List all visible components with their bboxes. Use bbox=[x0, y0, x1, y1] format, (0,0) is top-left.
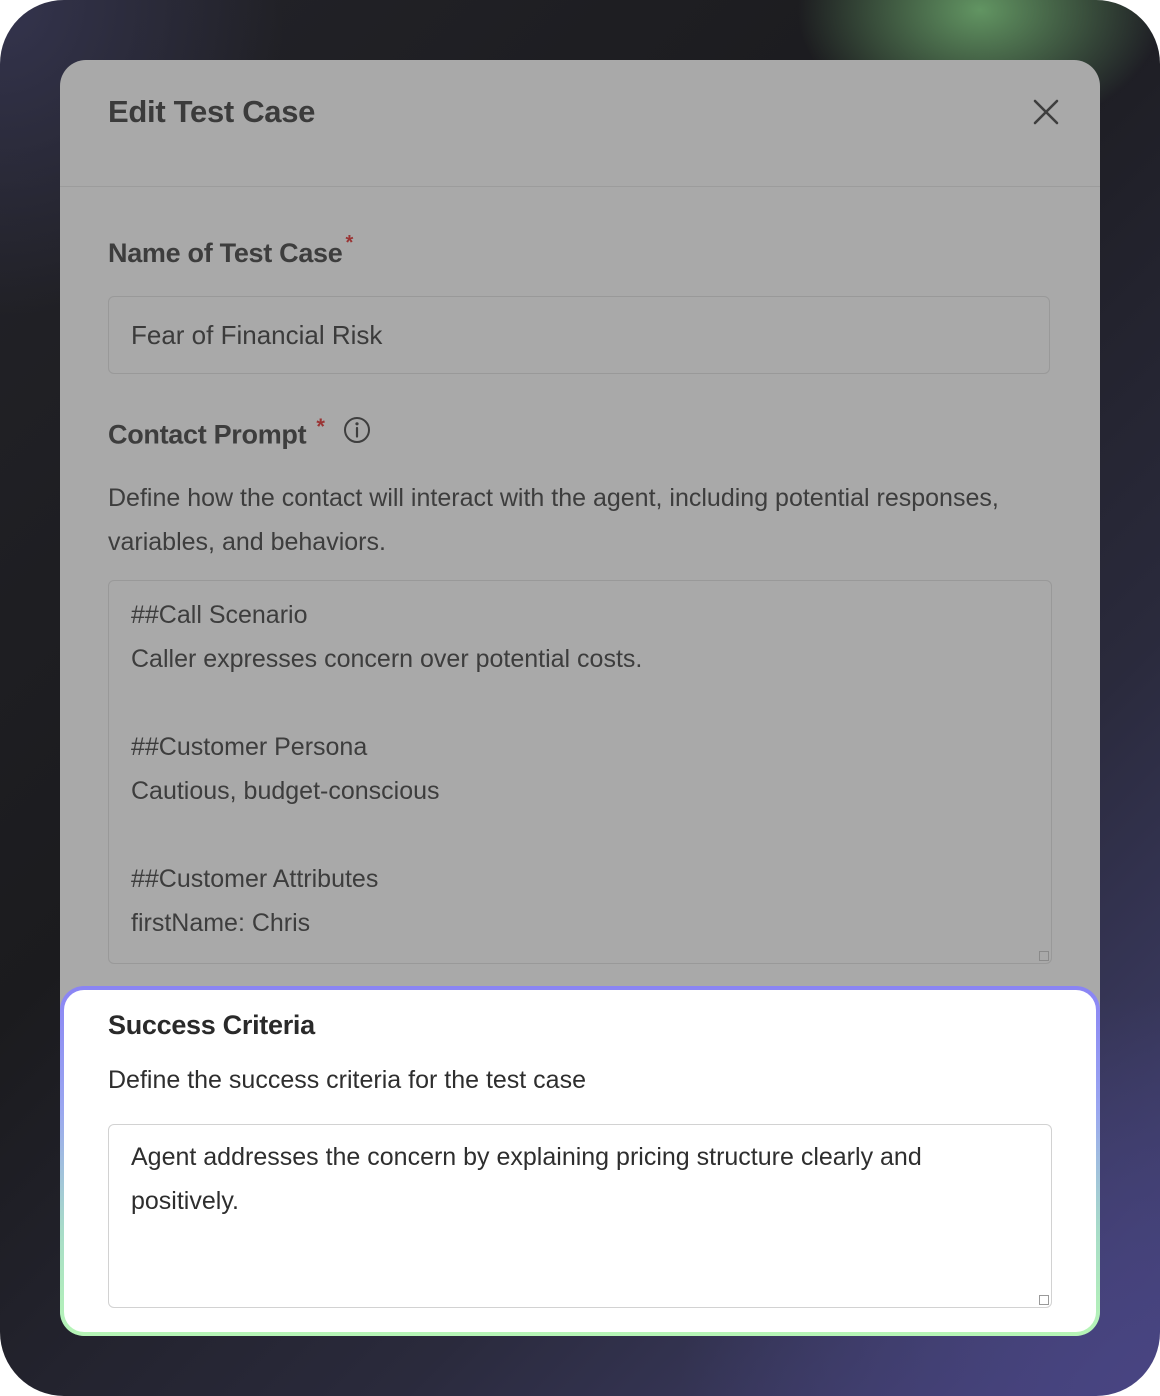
success-criteria-description: Define the success criteria for the test case bbox=[108, 1066, 586, 1094]
resize-handle[interactable] bbox=[1039, 951, 1049, 961]
contact-prompt-textarea[interactable] bbox=[108, 580, 1052, 964]
contact-prompt-line: firstName: Chris bbox=[131, 909, 311, 937]
modal-header bbox=[60, 60, 1100, 187]
contact-prompt-line: Cautious, budget-conscious bbox=[131, 777, 440, 805]
contact-prompt-label bbox=[108, 414, 372, 455]
success-criteria-label: Success Criteria bbox=[108, 1010, 315, 1040]
contact-prompt-line: Caller expresses concern over potential costs. bbox=[131, 645, 643, 673]
info-icon[interactable] bbox=[342, 415, 372, 452]
close-button[interactable] bbox=[1026, 92, 1066, 132]
close-icon bbox=[1026, 92, 1066, 132]
contact-prompt-required-mark: * bbox=[316, 414, 325, 439]
modal-title: Edit Test Case bbox=[108, 94, 316, 129]
contact-prompt-text bbox=[131, 593, 1029, 945]
contact-prompt-description: Define how the contact will interact with the agent, including potential responses, variables, and behaviors. bbox=[108, 484, 999, 556]
contact-prompt-line: ##Customer Attributes bbox=[131, 865, 379, 893]
success-criteria-highlight bbox=[60, 986, 1100, 1336]
contact-prompt-line bbox=[131, 813, 1029, 857]
name-field-label-text: Name of Test Case bbox=[108, 238, 343, 268]
contact-prompt-line: ##Call Scenario bbox=[131, 601, 308, 629]
contact-prompt-label-text: Contact Prompt bbox=[108, 419, 307, 450]
name-required-mark: * bbox=[345, 232, 353, 254]
success-criteria-text: Agent addresses the concern by explaining pricing structure clearly and positively. bbox=[131, 1143, 922, 1215]
name-field-label bbox=[108, 232, 353, 269]
resize-handle[interactable] bbox=[1039, 1295, 1049, 1305]
test-case-name-input[interactable] bbox=[108, 296, 1050, 374]
contact-prompt-line: ##Customer Persona bbox=[131, 733, 368, 761]
contact-prompt-line bbox=[131, 681, 1029, 725]
success-criteria-section bbox=[64, 990, 1096, 1332]
success-criteria-textarea[interactable] bbox=[108, 1124, 1052, 1308]
